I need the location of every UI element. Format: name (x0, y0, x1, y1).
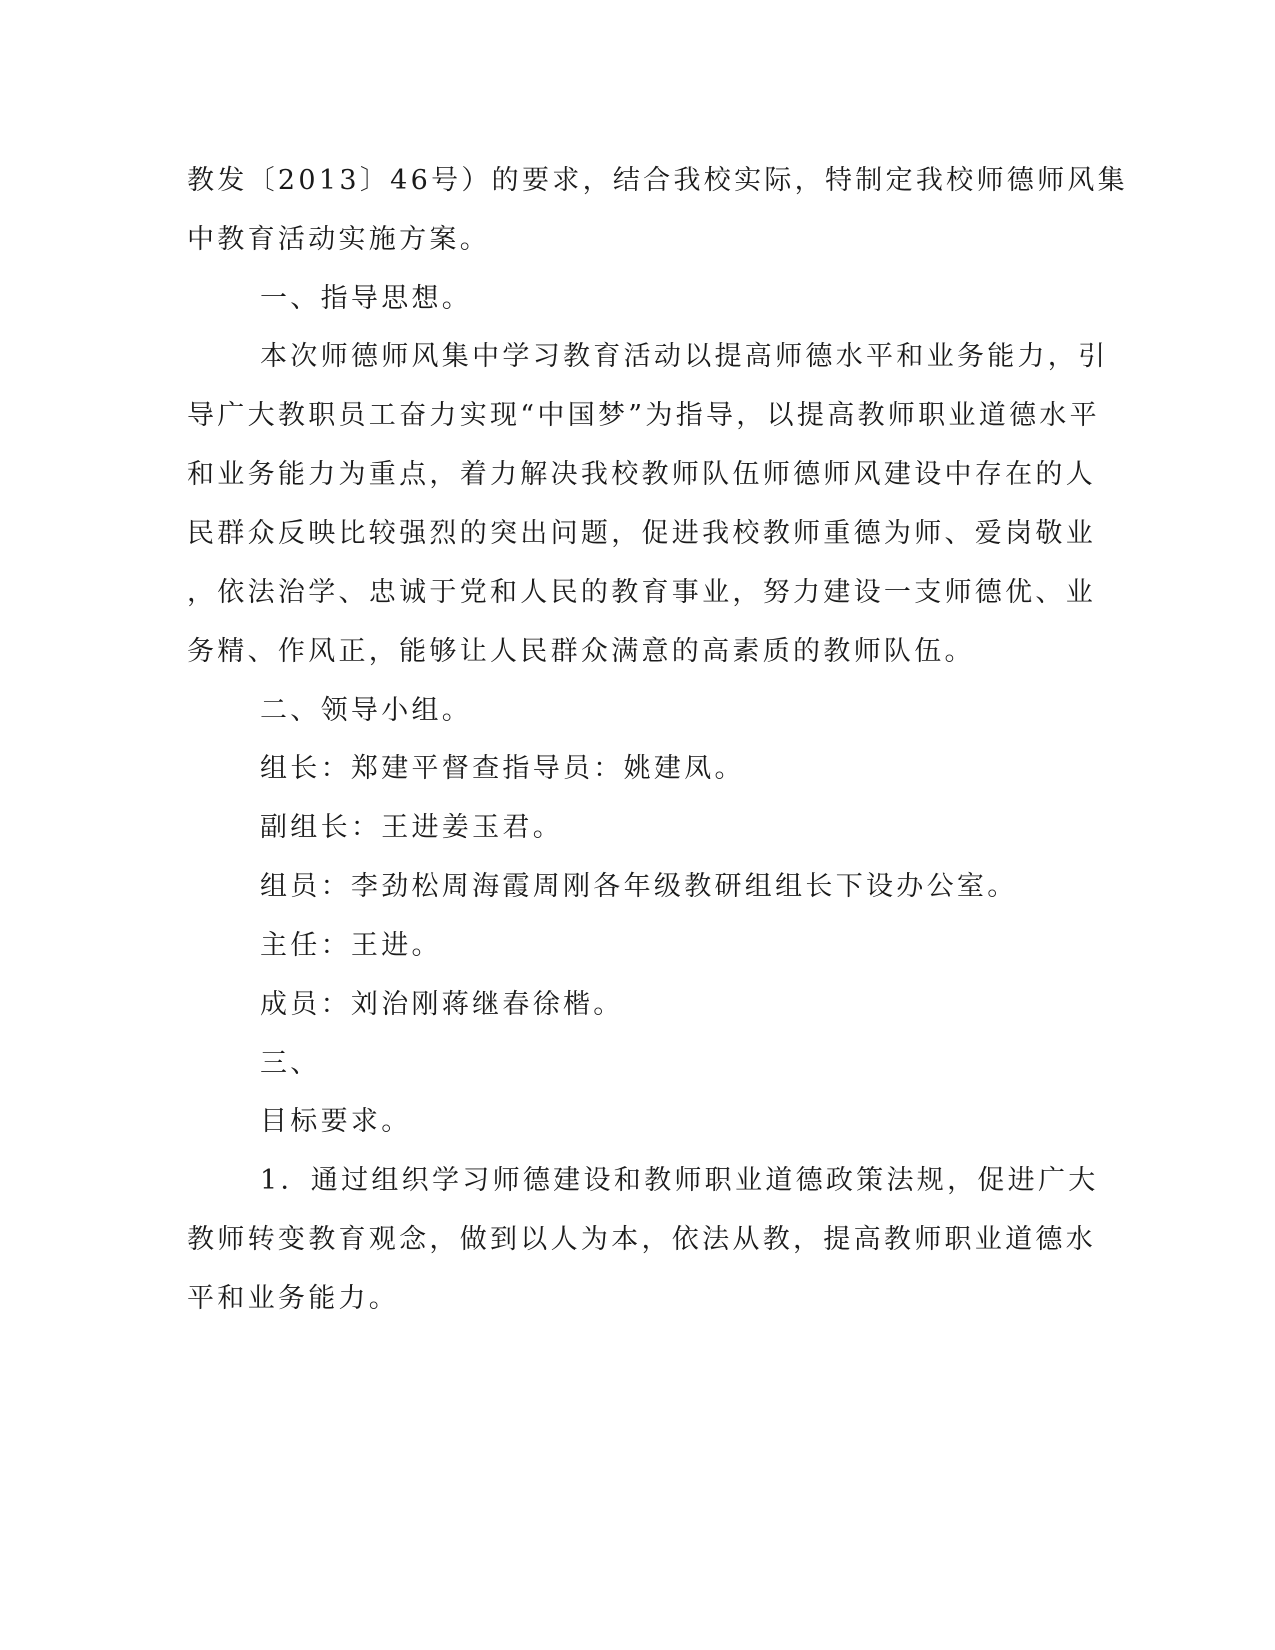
text-line: 教发〔2013〕46号）的要求，结合我校实际，特制定我校师德师风集 (187, 165, 1128, 196)
text-line: 主任：王进。 (260, 930, 442, 961)
text-line: 务精、作风正，能够让人民群众满意的高素质的教师队伍。 (187, 636, 975, 667)
text-line: 平和业务能力。 (187, 1283, 400, 1314)
text-line: ，依法治学、忠诚于党和人民的教育事业，努力建设一支师德优、业 (187, 577, 1096, 608)
text-line: 副组长：王进姜玉君。 (260, 812, 563, 843)
text-line: 成员：刘治刚蒋继春徐楷。 (260, 989, 624, 1020)
text-line: 组长：郑建平督查指导员：姚建凤。 (260, 753, 745, 784)
text-line: 民群众反映比较强烈的突出问题，促进我校教师重德为师、爱岗敬业 (187, 518, 1096, 549)
text-line: 组员：李劲松周海霞周刚各年级教研组组长下设办公室。 (260, 871, 1018, 902)
text-line: 和业务能力为重点，着力解决我校教师队伍师德师风建设中存在的人 (187, 459, 1096, 490)
text-line: 1．通过组织学习师德建设和教师职业道德政策法规，促进广大 (260, 1165, 1099, 1196)
text-line: 教师转变教育观念，做到以人为本，依法从教，提高教师职业道德水 (187, 1224, 1096, 1255)
section-heading: 二、领导小组。 (260, 695, 473, 726)
text-line: 中教育活动实施方案。 (187, 224, 490, 255)
section-heading: 一、指导思想。 (260, 283, 473, 314)
section-heading: 三、 (260, 1048, 321, 1079)
text-line: 导广大教职员工奋力实现“中国梦”为指导，以提高教师职业道德水平 (187, 400, 1100, 431)
text-line: 本次师德师风集中学习教育活动以提高师德水平和业务能力，引 (260, 341, 1109, 372)
section-heading: 目标要求。 (260, 1106, 412, 1137)
